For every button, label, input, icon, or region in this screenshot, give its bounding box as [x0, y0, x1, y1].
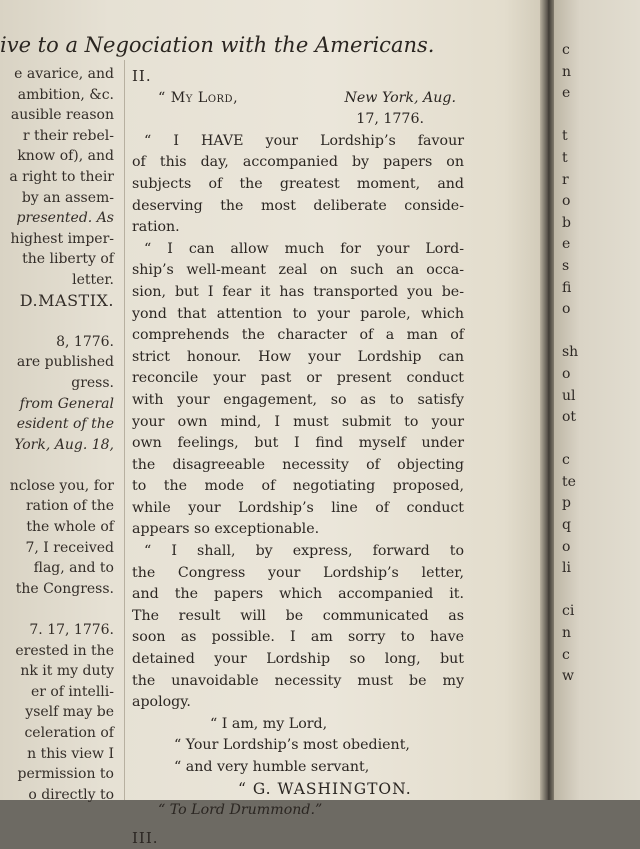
left-column-line: ambition, &c. [17, 86, 114, 103]
left-column-line: o directly to [28, 786, 114, 803]
place-date: New York, Aug. [344, 89, 456, 106]
left-column-line: York, Aug. 18, [14, 436, 114, 453]
letter-line: deserving the most deliberate conside- [132, 197, 464, 214]
left-column-line: celeration of [24, 725, 114, 741]
facing-page-line: n [562, 63, 572, 80]
letter-line: strict honour. How your Lordship can [132, 348, 464, 365]
letter-line: sion, but I fear it has transported you be- [132, 283, 464, 300]
left-column-line [0, 599, 118, 620]
letter-closing [132, 714, 464, 779]
left-column-line: a right to their [9, 168, 114, 185]
facing-page-line: b [562, 214, 571, 231]
closing-line: “ and very humble servant, [174, 759, 370, 775]
salutation: “ My Lord, [158, 89, 239, 106]
letter-line: subjects of the greatest moment, and [132, 175, 464, 192]
letter-line: comprehends the character of a man of [132, 327, 464, 344]
facing-page-line: t [562, 128, 568, 145]
letter-line: and the papers which accompanied it. [132, 586, 464, 603]
facing-page-line: o [562, 538, 571, 555]
left-column-line: n this view I [27, 745, 114, 762]
letter-line: appears so exceptionable. [132, 521, 320, 538]
date-line: 17, 1776. [356, 111, 424, 128]
facing-page-line: w [562, 668, 574, 685]
facing-page-line: e [562, 236, 571, 253]
facing-page-line [554, 429, 640, 451]
left-column-line [0, 311, 118, 332]
signature: “ G. WASHINGTON. [238, 779, 412, 798]
facing-page-line: te [562, 473, 576, 490]
next-section-number: III. [132, 828, 159, 847]
letter-line: yond that attention to your parole, which [132, 305, 464, 322]
letter-line: of this day, accompanied by papers on [132, 154, 464, 171]
facing-page-line: fi [562, 279, 572, 296]
letter-line: soon as possible. I am sorry to have [132, 629, 464, 646]
left-column-line: r their rebel- [22, 127, 114, 144]
facing-page-fragment [554, 0, 640, 800]
left-column-line: by an assem- [21, 189, 114, 206]
left-column-line: the whole of [26, 519, 114, 536]
left-column-line: ration of the [25, 498, 114, 515]
facing-page-line: o [562, 193, 571, 210]
letter-line: with your engagement, so as to satisfy [132, 391, 464, 408]
running-head: ive to a Negociation with the Americans. [0, 33, 435, 57]
letter-line: ration. [132, 219, 180, 236]
washington-letter-column [132, 66, 464, 847]
left-column-line: letter. [72, 271, 114, 288]
facing-page-line: o [562, 301, 571, 318]
left-column-line: the liberty of [22, 251, 114, 268]
left-column-line: 7. 17, 1776. [29, 622, 114, 639]
facing-page-line: li [562, 560, 571, 577]
column-rule [124, 60, 125, 800]
left-column-line: 7, I received [25, 539, 114, 556]
left-column-line: nclose you, for [9, 477, 114, 494]
left-column-fragment [0, 64, 118, 803]
left-column-line: erested in the [15, 642, 114, 659]
facing-page-line: c [562, 452, 570, 469]
left-column-line: esident of the [16, 416, 114, 433]
left-column-line: nk it my duty [20, 663, 114, 680]
letter-line: reconcile your past or present conduct [132, 370, 464, 387]
letter-line: detained your Lordship so long, but [132, 651, 464, 668]
letter-line: “ I shall, by express, forward to [144, 543, 464, 560]
letter-body [132, 131, 464, 714]
letter-line: the disagreeable necessity of objecting [132, 456, 464, 473]
left-column-line: 8, 1776. [56, 333, 114, 350]
facing-page-line: r [562, 171, 569, 188]
letter-line: the unavoidable necessity must be my [132, 672, 464, 689]
section-number: II. [132, 67, 152, 85]
facing-page-line: ul [562, 387, 576, 404]
left-column-line: D.MASTIX. [19, 290, 114, 310]
facing-page-line: n [562, 625, 572, 642]
facing-page-line: s [562, 257, 570, 274]
facing-page-line [554, 105, 640, 127]
letter-line: “ I HAVE your Lordship’s favour [144, 132, 464, 149]
left-column-line [0, 455, 118, 476]
addressee: “ To Lord Drummond.” [158, 802, 323, 819]
letter-line: your own mind, I must submit to your [132, 413, 464, 430]
left-column-line: permission to [17, 766, 114, 783]
left-column-line: from General [19, 395, 114, 412]
letter-line: ship’s well-meant zeal on such an occa- [132, 262, 464, 279]
facing-page-line: c [562, 42, 570, 58]
left-column-line: presented. As [16, 210, 114, 227]
left-column-line: er of intelli- [30, 683, 114, 700]
letter-line: “ I can allow much for your Lord- [144, 240, 464, 257]
left-column-line: ausible reason [10, 107, 114, 124]
facing-page-line: t [562, 149, 568, 166]
facing-page-line: e [562, 85, 571, 102]
left-column-line: highest imper- [10, 230, 114, 247]
letter-line: while your Lordship’s line of conduct [132, 499, 464, 516]
left-column-line: know of), and [17, 148, 114, 165]
letter-line: own feelings, but I find myself under [132, 435, 464, 452]
facing-page-line [554, 321, 640, 343]
facing-page-line: p [562, 495, 571, 512]
letter-line: apology. [132, 694, 191, 711]
closing-line: “ I am, my Lord, [210, 715, 328, 732]
facing-page-line: q [562, 517, 571, 534]
letter-line: The result will be communicated as [132, 607, 464, 624]
facing-page-line: sh [562, 344, 579, 361]
left-column-line: are published [16, 354, 114, 371]
left-column-line: yself may be [25, 704, 114, 721]
left-column-line: e avarice, and [14, 66, 114, 82]
facing-page-line: ci [562, 603, 575, 620]
closing-line: “ Your Lordship’s most obedient, [174, 737, 410, 754]
letter-line: the Congress your Lordship’s letter, [132, 564, 464, 581]
left-column-line: gress. [71, 374, 114, 391]
left-column-line: the Congress. [15, 580, 114, 597]
letter-line: to the mode of negotiating proposed, [132, 478, 464, 495]
facing-page-line [554, 580, 640, 602]
facing-page-line: ot [562, 409, 577, 426]
facing-page-line: c [562, 646, 570, 663]
facing-page-line: o [562, 365, 571, 382]
left-column-line: flag, and to [33, 560, 114, 577]
salutation-line [132, 88, 464, 110]
